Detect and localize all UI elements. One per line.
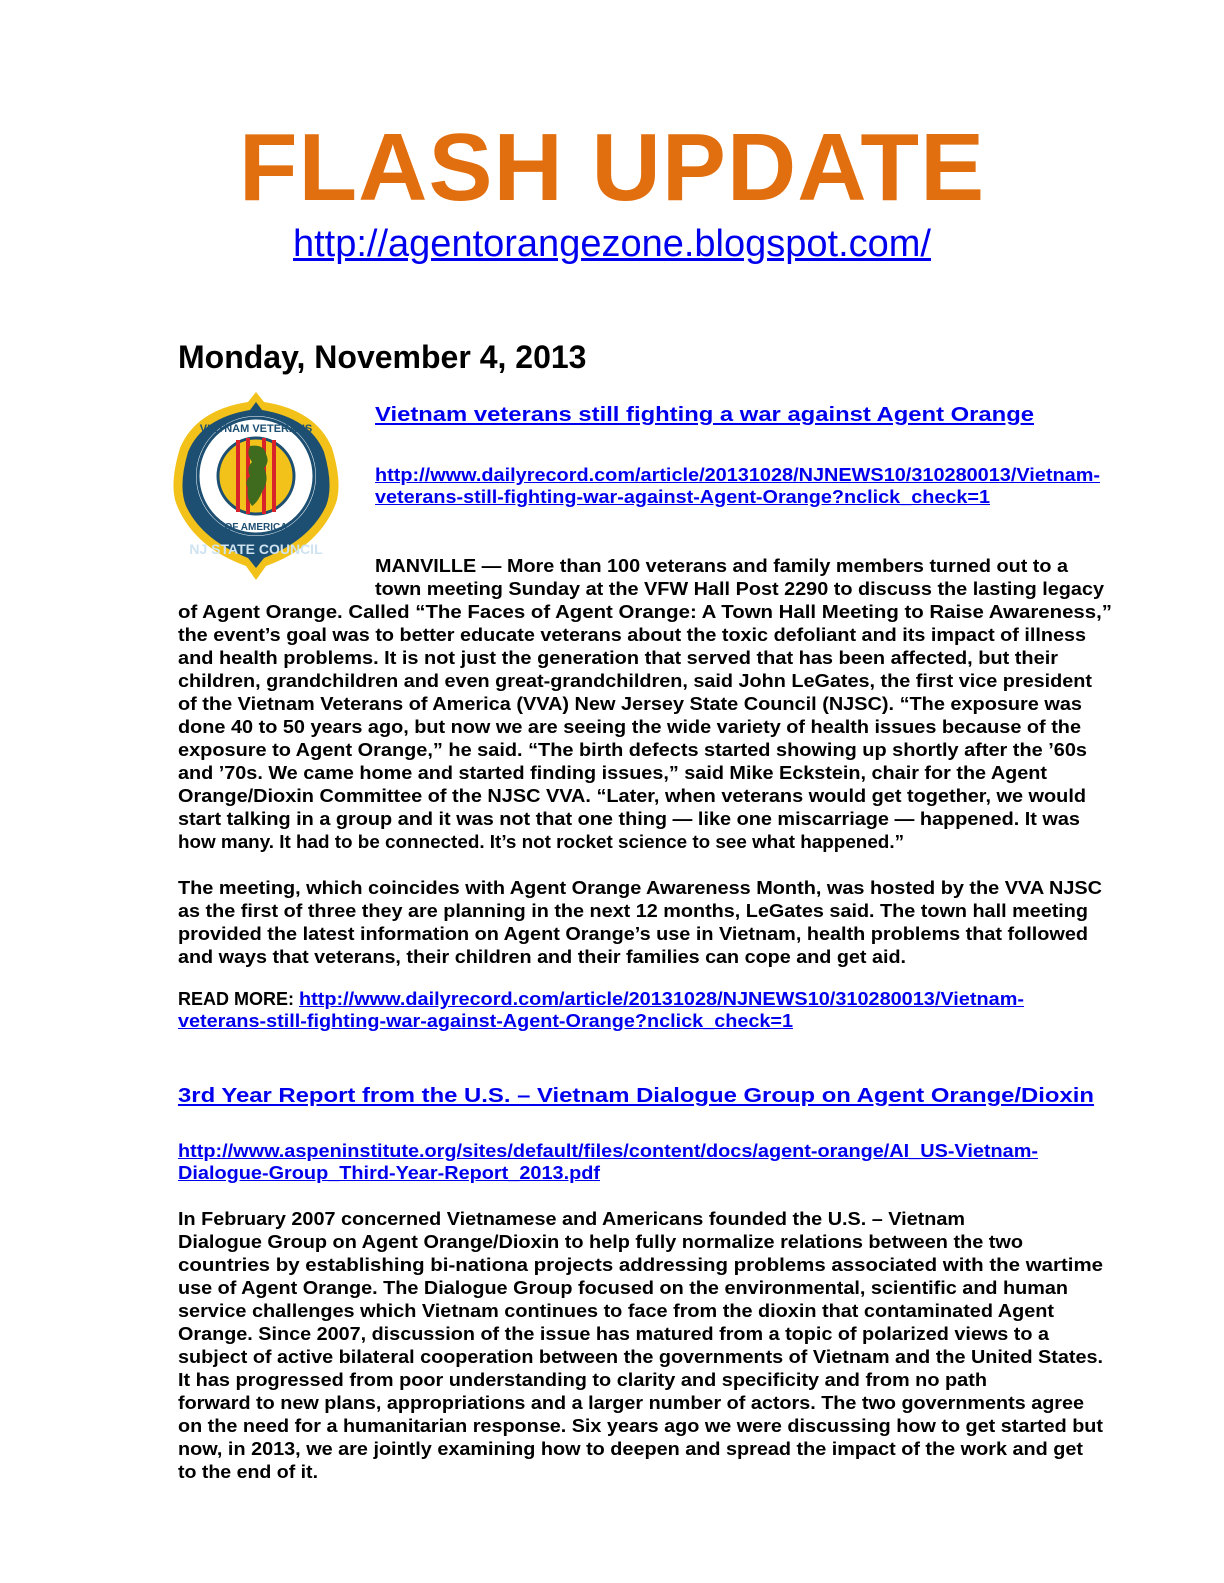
read-more-label: READ MORE: [178,989,294,1009]
article1-url-line-2[interactable]: veterans-still-fighting-war-against-Agent-Orange?nclick_check=1 [375,487,990,507]
article2-url-line-1[interactable]: http://www.aspeninstitute.org/sites/default/files/content/docs/agent-orange/AI_US-Vietnam- [178,1141,1038,1161]
paragraph-line: forward to new plans, appropriations and a larger number of actors. The two governments agree [178,1393,1084,1413]
read-more-url-line-1[interactable]: http://www.dailyrecord.com/article/20131028/NJNEWS10/310280013/Vietnam- [299,989,1024,1009]
seal-banner-text: NJ STATE COUNCIL [189,541,323,557]
blog-link[interactable]: http://agentorangezone.blogspot.com/ [292,223,931,265]
read-more-url-line-2[interactable]: veterans-still-fighting-war-against-Agent-Orange?nclick_check=1 [178,1011,793,1031]
paragraph-line: and ways that veterans, their children and their families can cope and get aid. [178,947,906,967]
paragraph-line: exposure to Agent Orange,” he said. “The birth defects started showing up shortly after the ’60s [178,740,1087,760]
paragraph-line: use of Agent Orange. The Dialogue Group focused on the environmental, scientific and human [178,1278,1068,1298]
article1-url-line-1[interactable]: http://www.dailyrecord.com/article/20131028/NJNEWS10/310280013/Vietnam- [375,465,1100,485]
post-date: Monday, November 4, 2013 [178,339,587,375]
paragraph-line: start talking in a group and it was not that one thing — like one miscarriage — happened. It was [178,809,1080,829]
paragraph-line: of Agent Orange. Called “The Faces of Agent Orange: A Town Hall Meeting to Raise Awareness,” [178,602,1112,622]
paragraph-line: and ’70s. We came home and started finding issues,” said Mike Eckstein, chair for the Agent [178,763,1047,783]
article1-title-link[interactable]: Vietnam veterans still fighting a war against Agent Orange [375,403,1034,426]
paragraph-line: In February 2007 concerned Vietnamese and Americans founded the U.S. – Vietnam [178,1209,965,1229]
paragraph-line: and health problems. It is not just the generation that served that has been affected, but their [178,648,1058,668]
paragraph-line: Orange. Since 2007, discussion of the issue has matured from a topic of polarized views to a [178,1324,1049,1344]
paragraph-line: now, in 2013, we are jointly examining how to deepen and spread the impact of the work and get [178,1439,1083,1459]
paragraph-line: It has progressed from poor understanding to clarity and specificity and from no path [178,1370,987,1390]
paragraph-line: children, grandchildren and even great-grandchildren, said John LeGates, the first vice president [178,671,1092,691]
article2-title-link[interactable]: 3rd Year Report from the U.S. – Vietnam Dialogue Group on Agent Orange/Dioxin [178,1084,1094,1107]
svg-text:OF AMERICA: OF AMERICA [224,522,288,533]
paragraph-line: service challenges which Vietnam continues to face from the dioxin that contaminated Agent [178,1301,1054,1321]
seal-ring-text: VIETNAM VETERANS [199,423,313,435]
paragraph-line: subject of active bilateral cooperation between the governments of Vietnam and the United States. [178,1347,1103,1367]
paragraph-line: The meeting, which coincides with Agent Orange Awareness Month, was hosted by the VVA NJSC [178,878,1102,898]
vva-nj-seal-logo [166,388,346,582]
paragraph-line: the event’s goal was to better educate veterans about the toxic defoliant and its impact of illness [178,625,1086,645]
paragraph-line: of the Vietnam Veterans of America (VVA) New Jersey State Council (NJSC). “The exposure was [178,694,1082,714]
paragraph-line: town meeting Sunday at the VFW Hall Post 2290 to discuss the lasting legacy [375,579,1104,599]
article2-url-line-2[interactable]: Dialogue-Group_Third-Year-Report_2013.pdf [178,1163,600,1183]
paragraph-line: MANVILLE — More than 100 veterans and family members turned out to a [375,556,1068,576]
flash-update-title: FLASH UPDATE [238,114,986,221]
paragraph-line: provided the latest information on Agent Orange’s use in Vietnam, health problems that followed [178,924,1088,944]
paragraph-line: Dialogue Group on Agent Orange/Dioxin to help fully normalize relations between the two [178,1232,1023,1252]
vva-seal-icon [166,388,346,582]
paragraph-line: Orange/Dioxin Committee of the NJSC VVA. “Later, when veterans would get together, we would [178,786,1086,806]
paragraph-line: on the need for a humanitarian response. Six years ago we were discussing how to get started but [178,1416,1103,1436]
paragraph-line: done 40 to 50 years ago, but now we are seeing the wide variety of health issues because of the [178,717,1081,737]
paragraph-line: countries by establishing bi-nationa projects addressing problems associated with the wartime [178,1255,1103,1275]
paragraph-line: to the end of it. [178,1462,318,1482]
paragraph-line: as the first of three they are planning in the next 12 months, LeGates said. The town hall meeting [178,901,1088,921]
paragraph-line: how many. It had to be connected. It’s not rocket science to see what happened.” [178,832,905,852]
